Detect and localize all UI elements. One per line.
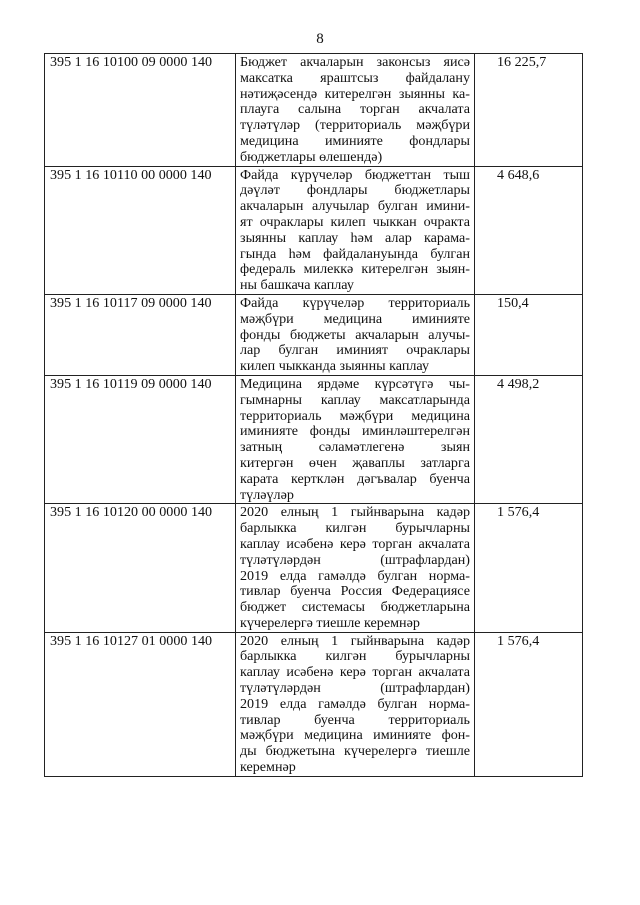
description-line: гында һәм файдалануында булган bbox=[240, 245, 470, 262]
amount-value: 1 576,4 bbox=[475, 632, 583, 776]
description-line: мәҗбүри медицина иминияте bbox=[240, 310, 470, 327]
revenue-description bbox=[236, 54, 475, 167]
description-line: барлыкка килгән бурычларны bbox=[240, 520, 470, 537]
description-line: 2019 елда гамәлдә булган норма- bbox=[240, 567, 470, 584]
amount-value: 4 648,6 bbox=[475, 166, 583, 294]
amount-value: 16 225,7 bbox=[475, 54, 583, 167]
description-line: Бюджет акчаларын законсыз яисә bbox=[240, 54, 470, 70]
description-line: ят очраклары килеп чыккан очракта bbox=[240, 213, 470, 230]
description-line: китергән өчен җаваплы затларга bbox=[240, 454, 470, 471]
table-row bbox=[45, 54, 583, 167]
description-line: керемнәр bbox=[240, 759, 296, 776]
description-line: 2020 елның 1 гыйнварына кадәр bbox=[240, 632, 470, 649]
revenue-description bbox=[236, 294, 475, 375]
description-line: күчерелергә тиешле керемнәр bbox=[240, 614, 420, 631]
page-number: 8 bbox=[316, 31, 324, 47]
description-line: лар булган иминият очраклары bbox=[240, 342, 470, 359]
description-line: тивлар буенча территориаль bbox=[240, 711, 470, 728]
description-line: 2020 елның 1 гыйнварына кадәр bbox=[240, 504, 470, 521]
description-line: түләтүләр (территориаль мәҗбүри bbox=[240, 117, 470, 134]
description-line: гымнарны каплау максатларында bbox=[240, 391, 470, 408]
revenue-description bbox=[236, 632, 475, 776]
description-line: максатка яраштсыз файдалану bbox=[240, 69, 470, 86]
budget-classification-code: 395 1 16 10100 09 0000 140 bbox=[45, 54, 236, 167]
description-line: 2019 елда гамәлдә булган норма- bbox=[240, 695, 470, 712]
amount-value: 4 498,2 bbox=[475, 375, 583, 503]
description-line: карата кертклән дәгъвалар буенча bbox=[240, 470, 470, 487]
description-line: Файда күрүчеләр территориаль bbox=[240, 294, 470, 311]
description-line: түләүләр bbox=[240, 486, 294, 503]
table-row bbox=[45, 294, 583, 375]
budget-classification-code: 395 1 16 10120 00 0000 140 bbox=[45, 504, 236, 632]
description-line: Файда күрүчеләр бюджеттан тыш bbox=[240, 166, 470, 183]
description-line: бюджет системасы бюджетларына bbox=[240, 599, 470, 616]
budget-classification-code: 395 1 16 10119 09 0000 140 bbox=[45, 375, 236, 503]
revenue-description bbox=[236, 375, 475, 503]
description-line: иминияте фонды иминләштерелгән bbox=[240, 423, 470, 440]
budget-classification-code: 395 1 16 10117 09 0000 140 bbox=[45, 294, 236, 375]
description-line: килеп чыкканда зыянны каплау bbox=[240, 358, 429, 375]
description-line: нәтиҗәсендә китерелгән зыянны ка- bbox=[240, 85, 470, 102]
description-line: плауга салына торган акчалата bbox=[240, 101, 470, 118]
budget-classification-code: 395 1 16 10110 00 0000 140 bbox=[45, 166, 236, 294]
revenue-description bbox=[236, 166, 475, 294]
description-line: ны башкача каплау bbox=[240, 277, 354, 294]
description-line: мәҗбүри медицина иминияте фон- bbox=[240, 727, 470, 744]
description-line: медицина иминияте фондлары bbox=[240, 132, 470, 149]
description-line: фонды бюджеты акчаларын алучы- bbox=[240, 326, 470, 343]
description-line: федераль милеккә китерелгән зыян- bbox=[240, 261, 470, 278]
budget-classification-code: 395 1 16 10127 01 0000 140 bbox=[45, 632, 236, 776]
description-line: дәүләт фондлары бюджетлары bbox=[240, 182, 470, 199]
description-line: түләтүләрдән (штрафлардан) bbox=[240, 680, 470, 697]
revenue-description bbox=[236, 504, 475, 632]
description-line: затның сәламәтлегенә зыян bbox=[240, 439, 470, 456]
table-row bbox=[45, 504, 583, 632]
description-line: Медицина ярдәме күрсәтүгә чы- bbox=[240, 375, 470, 392]
description-line: каплау исәбенә керә торган акчалата bbox=[240, 664, 470, 681]
table-row bbox=[45, 166, 583, 294]
budget-revenue-table bbox=[44, 53, 583, 777]
amount-value: 1 576,4 bbox=[475, 504, 583, 632]
description-line: каплау исәбенә керә торган акчалата bbox=[240, 535, 470, 552]
amount-value: 150,4 bbox=[475, 294, 583, 375]
table-row bbox=[45, 632, 583, 776]
description-line: бюджетлары өлешендә) bbox=[240, 148, 383, 165]
table-row bbox=[45, 375, 583, 503]
table-body bbox=[45, 54, 583, 777]
description-line: акчаларын алучылар булган имини- bbox=[240, 198, 470, 215]
description-line: зыянны каплау һәм алар карама- bbox=[240, 229, 470, 246]
description-line: түләтүләрдән (штрафлардан) bbox=[240, 551, 470, 568]
description-line: ды бюджетына күчерелергә тиешле bbox=[240, 743, 470, 760]
description-line: территориаль мәҗбүри медицина bbox=[240, 407, 470, 424]
description-line: тивлар буенча Россия Федерациясе bbox=[240, 583, 470, 600]
description-line: барлыкка килгән бурычларны bbox=[240, 648, 470, 665]
